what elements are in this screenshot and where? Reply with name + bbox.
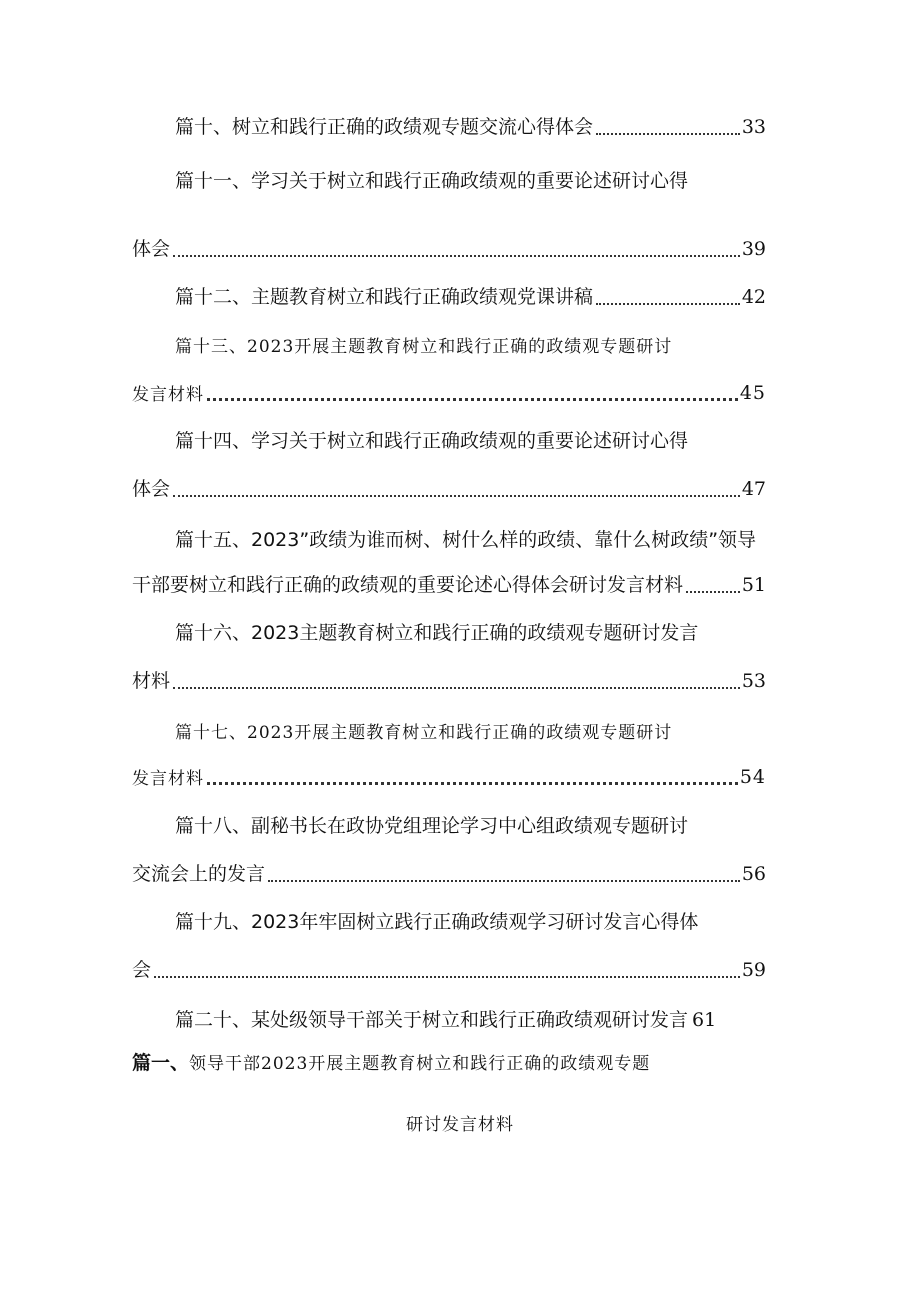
toc-entry-17-cont[interactable] [132,758,766,790]
toc-leader-dots [596,303,740,305]
toc-leader-dots [173,495,740,497]
toc-entry-text: 体会 [132,238,171,261]
toc-entry-18-cont[interactable] [132,855,766,887]
toc-entry-text: 会 [132,959,152,982]
toc-page-number: 53 [741,670,766,693]
toc-page-number: 59 [741,959,766,982]
toc-leader-dots [686,591,740,593]
toc-page-number: 45 [739,382,766,405]
toc-entry-text: 篇十八、副秘书长在政协党组理论学习中心组政绩观专题研讨 [175,815,689,838]
toc-leader-dots [268,880,740,882]
toc-entry-13[interactable] [175,326,766,358]
toc-entry-12[interactable] [175,278,766,310]
toc-entry-16[interactable] [175,614,766,646]
toc-entry-text: 篇十二、主题教育树立和践行正确政绩观党课讲稿 [175,286,594,309]
section-label: 篇一、 [132,1052,190,1074]
toc-entry-text: 发言材料 [132,768,204,789]
toc-entry-14[interactable] [175,422,766,454]
toc-page-number: 61 [692,1009,717,1032]
toc-entry-text: 篇十四、学习关于树立和践行正确政绩观的重要论述研讨心得 [175,430,689,453]
toc-page-number: 56 [741,863,766,886]
toc-page-number: 39 [741,238,766,261]
toc-leader-dots [596,133,740,135]
toc-entry-text: 篇十六、2023主题教育树立和践行正确的政绩观专题研讨发言 [175,622,699,645]
toc-entry-19[interactable] [175,903,766,935]
toc-entry-15[interactable] [175,521,795,553]
toc-page-number: 47 [741,478,766,501]
toc-leader-dots [173,255,740,257]
toc-entry-text: 材料 [132,670,171,693]
section-heading [132,1048,772,1075]
toc-leader-dots [207,398,738,401]
toc-entry-11-cont[interactable] [132,230,766,262]
toc-leader-dots [173,687,740,689]
section-subtitle: 研讨发言材料 [406,1115,514,1135]
toc-entry-19-cont[interactable] [132,951,766,983]
toc-entry-text: 发言材料 [132,384,204,405]
toc-entry-text: 交流会上的发言 [132,863,266,886]
toc-entry-11[interactable] [175,162,766,194]
toc-page-number: 33 [741,116,766,139]
toc-leader-dots [207,782,738,785]
toc-page-number: 51 [741,574,766,597]
toc-entry-16-cont[interactable] [132,662,766,694]
toc-entry-17[interactable] [175,712,766,744]
toc-entry-text: 干部要树立和践行正确的政绩观的重要论述心得体会研讨发言材料 [132,574,684,597]
toc-entry-text: 篇十三、2023开展主题教育树立和践行正确的政绩观专题研讨 [175,336,673,357]
toc-entry-18[interactable] [175,807,766,839]
toc-entry-text: 篇十七、2023开展主题教育树立和践行正确的政绩观专题研讨 [175,722,673,743]
toc-page-number: 54 [739,766,766,789]
toc-entry-15-cont[interactable] [132,566,766,598]
toc-page-number: 42 [741,286,766,309]
section-title: 领导干部2023开展主题教育树立和践行正确的政绩观专题 [189,1054,651,1074]
toc-entry-14-cont[interactable] [132,470,766,502]
toc-entry-text: 篇十五、2023”政绩为谁而树、树什么样的政绩、靠什么树政绩”领导 [175,529,757,552]
toc-entry-13-cont[interactable] [132,374,766,406]
toc-entry-text: 篇十、树立和践行正确的政绩观专题交流心得体会 [175,116,594,139]
toc-entry-text: 体会 [132,478,171,501]
toc-leader-dots [154,976,740,978]
toc-entry-text: 篇二十、某处级领导干部关于树立和践行正确政绩观研讨发言 [175,1009,689,1032]
toc-entry-text: 篇十九、2023年牢固树立践行正确政绩观学习研讨发言心得体 [175,911,699,934]
toc-entry-text: 篇十一、学习关于树立和践行正确政绩观的重要论述研讨心得 [175,170,689,193]
toc-entry-20[interactable] [175,1001,755,1033]
toc-entry-10[interactable] [175,108,766,140]
